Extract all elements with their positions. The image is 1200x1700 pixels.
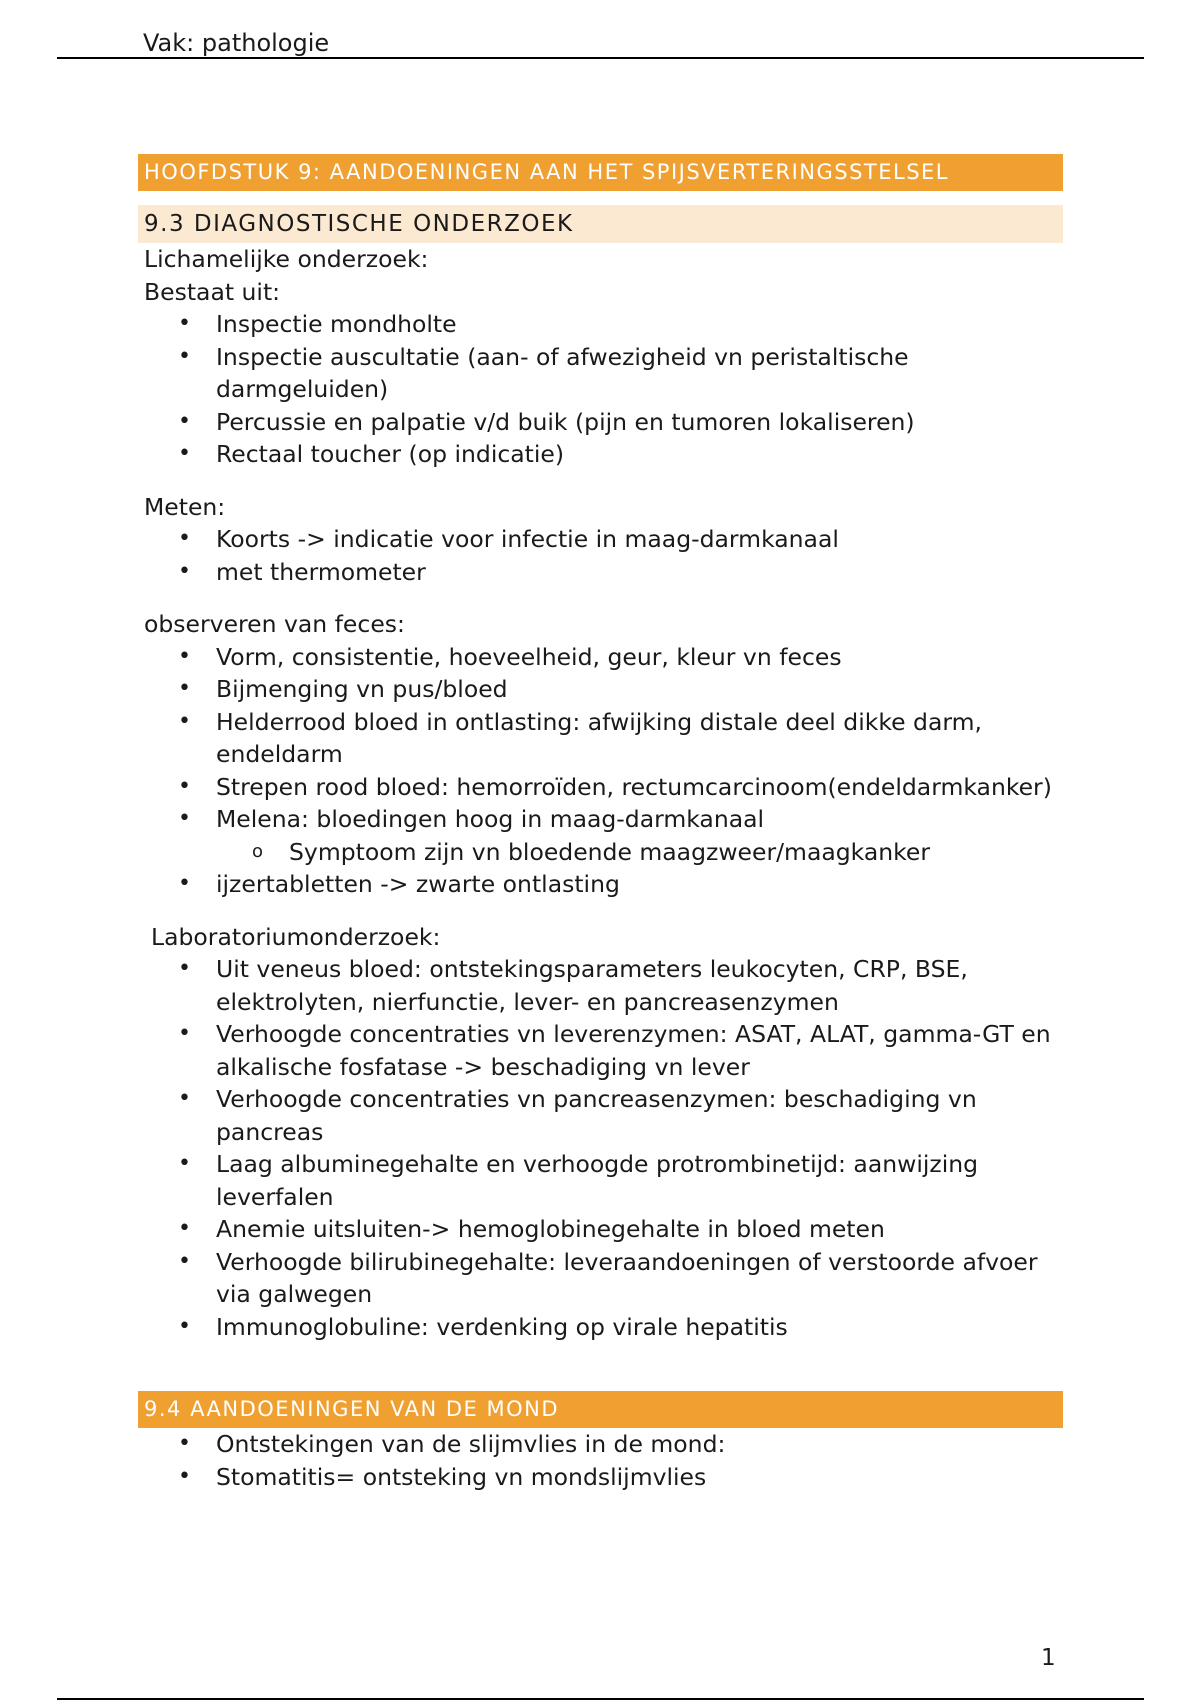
mouth-list	[138, 1428, 1063, 1493]
list-item: • Vorm, consistentie, hoeveelheid, geur, kleur vn feces	[138, 641, 1063, 674]
physical-exam-subheading: Bestaat uit:	[144, 277, 281, 306]
list-item: • met thermometer	[138, 556, 1063, 589]
sub-list-item: o Symptoom zijn vn bloedende maagzweer/maagkanker	[138, 836, 1063, 869]
list-item: • Rectaal toucher (op indicatie)	[138, 438, 1063, 471]
lab-list	[138, 953, 1063, 1343]
list-item: • Ontstekingen van de slijmvlies in de mond:	[138, 1428, 1063, 1461]
document-body	[138, 154, 1063, 1493]
list-item: • Melena: bloedingen hoog in maag-darmkanaal	[138, 803, 1063, 836]
feces-list	[138, 641, 1063, 836]
page-header-title: Vak: pathologie	[143, 29, 330, 57]
list-item: • Bijmenging vn pus/bloed	[138, 673, 1063, 706]
melena-sublist	[138, 836, 1063, 869]
list-item: • ijzertabletten -> zwarte ontlasting	[138, 868, 1063, 901]
list-item: • Koorts -> indicatie voor infectie in maag-darmkanaal	[138, 523, 1063, 556]
list-item: • Inspectie mondholte	[138, 308, 1063, 341]
section-heading-9-3: 9.3 DIAGNOSTISCHE ONDERZOEK	[138, 205, 1063, 243]
page-number: 1	[1041, 1645, 1056, 1671]
list-item: • Verhoogde bilirubinegehalte: leveraandoeningen of verstoorde afvoer via galwegen	[138, 1246, 1063, 1311]
measure-list	[138, 523, 1063, 588]
feces-heading: observeren van feces:	[144, 610, 405, 638]
list-item: • Verhoogde concentraties vn pancreasenzymen: beschadiging vn pancreas	[138, 1083, 1063, 1148]
list-item: • Immunoglobuline: verdenking op virale hepatitis	[138, 1311, 1063, 1344]
header-divider	[57, 57, 1144, 59]
chapter-heading: HOOFDSTUK 9: AANDOENINGEN AAN HET SPIJSVERTERINGSSTELSEL	[138, 154, 1063, 191]
list-item: • Inspectie auscultatie (aan- of afwezigheid vn peristaltische darmgeluiden)	[138, 341, 1063, 406]
feces-list-continued	[138, 868, 1063, 901]
list-item: • Anemie uitsluiten-> hemoglobinegehalte in bloed meten	[138, 1213, 1063, 1246]
list-item: • Strepen rood bloed: hemorroïden, rectumcarcinoom(endeldarmkanker)	[138, 771, 1063, 804]
section-heading-9-4: 9.4 AANDOENINGEN VAN DE MOND	[138, 1391, 1063, 1428]
list-item: • Laag albuminegehalte en verhoogde protrombinetijd: aanwijzing leverfalen	[138, 1148, 1063, 1213]
physical-exam-list	[138, 308, 1063, 471]
list-item: • Stomatitis= ontsteking vn mondslijmvlies	[138, 1461, 1063, 1494]
list-item: • Percussie en palpatie v/d buik (pijn en tumoren lokaliseren)	[138, 406, 1063, 439]
lab-heading: Laboratoriumonderzoek:	[151, 922, 441, 951]
physical-exam-heading: Lichamelijke onderzoek:	[144, 245, 429, 273]
list-item: • Verhoogde concentraties vn leverenzymen: ASAT, ALAT, gamma-GT en alkalische fosfatase -> beschadiging vn lever	[138, 1018, 1063, 1083]
measure-heading: Meten:	[144, 492, 226, 521]
list-item: • Uit veneus bloed: ontstekingsparameters leukocyten, CRP, BSE, elektrolyten, nierfunctie, lever- en pancreasenzymen	[138, 953, 1063, 1018]
list-item: • Helderrood bloed in ontlasting: afwijking distale deel dikke darm, endeldarm	[138, 706, 1063, 771]
